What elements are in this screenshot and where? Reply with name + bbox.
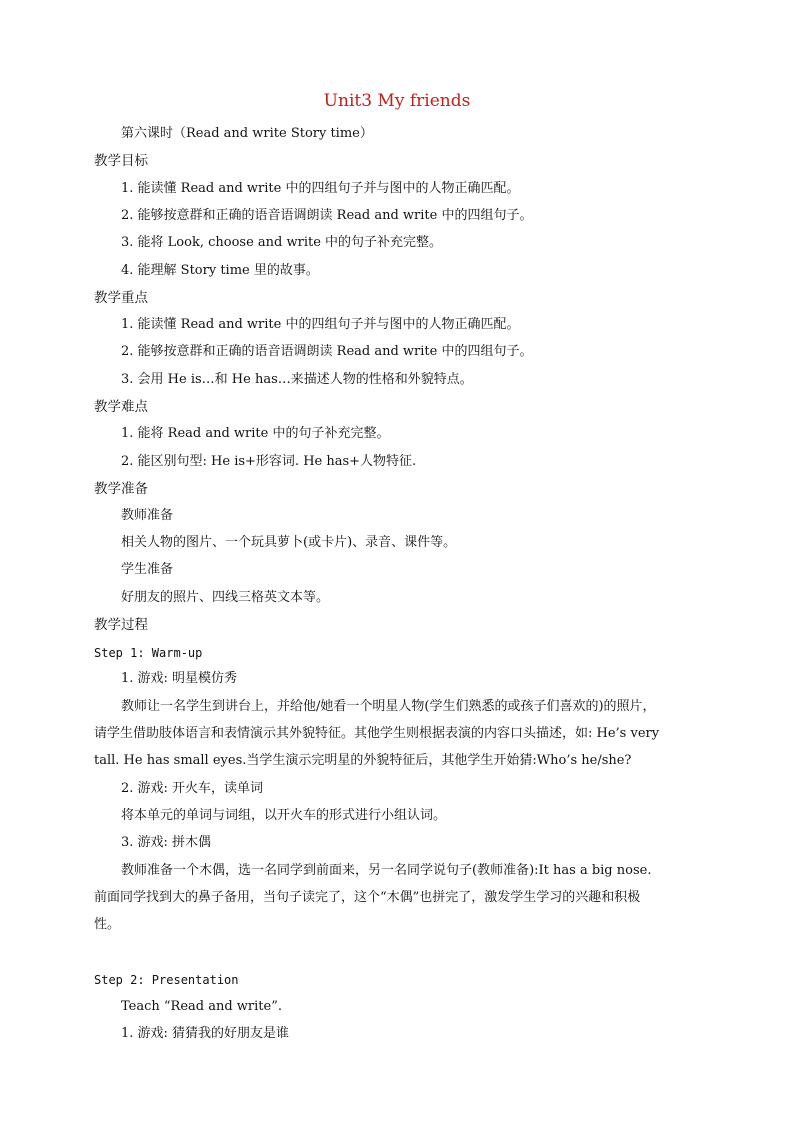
preparation-heading: 教学准备 [94, 481, 148, 497]
game1-paragraph-line: 教师让一名学生到讲台上，并给他/她看一个明星人物(学生们熟悉的或孩子们喜欢的)的照片， [121, 699, 656, 714]
keypoint-item: 1. 能读懂 Read and write 中的四组句子并与图中的人物正确匹配。 [121, 317, 520, 332]
objective-item: 4. 能理解 Story time 里的故事。 [121, 263, 319, 278]
student-prep-label: 学生准备 [121, 562, 174, 577]
objective-item: 1. 能读懂 Read and write 中的四组句子并与图中的人物正确匹配。 [121, 181, 520, 196]
game1-paragraph-line: tall. He has small eyes.当学生演示完明星的外貌特征后，其他学生开始猜:Who’s he/she? [94, 753, 632, 768]
game2-paragraph: 将本单元的单词与词组，以开火车的形式进行小组认词。 [121, 808, 447, 823]
objective-item: 3. 能将 Look, choose and write 中的句子补充完整。 [121, 235, 443, 250]
game3-paragraph-line: 性。 [94, 917, 121, 932]
teacher-prep-text: 相关人物的图片、一个玩具萝卜(或卡片)、录音、课件等。 [121, 535, 457, 550]
difficulty-item: 2. 能区别句型: He is+形容词. He has+人物特征. [121, 454, 417, 469]
game3-title: 3. 游戏: 拼木偶 [121, 835, 212, 850]
objectives-heading: 教学目标 [94, 153, 148, 169]
game1-paragraph-line: 请学生借助肢体语言和表情演示其外貌特征。其他学生则根据表演的内容口头描述，如: He’s very [94, 726, 660, 741]
teach-line: Teach “Read and write”. [121, 999, 282, 1014]
difficulty-item: 1. 能将 Read and write 中的句子补充完整。 [121, 426, 390, 441]
game3-paragraph-line: 前面同学找到大的鼻子备用，当句子读完了，这个“木偶”也拼完了，激发学生学习的兴趣和积极 [94, 890, 641, 905]
step1-heading: Step 1: Warm-up [94, 646, 203, 660]
keypoint-item: 3. 会用 He is…和 He has…来描述人物的性格和外貌特点。 [121, 372, 473, 387]
game4-title: 1. 游戏: 猜猜我的好朋友是谁 [121, 1026, 290, 1041]
step2-heading: Step 2: Presentation [94, 973, 239, 987]
lesson-subtitle: 第六课时（Read and write Story time） [121, 126, 373, 141]
difficulties-heading: 教学难点 [94, 399, 148, 415]
document-title: Unit3 My friends [323, 91, 471, 111]
keypoints-heading: 教学重点 [94, 290, 148, 306]
teacher-prep-label: 教师准备 [121, 508, 174, 523]
process-heading: 教学过程 [94, 617, 148, 633]
game3-paragraph-line: 教师准备一个木偶，选一名同学到前面来，另一名同学说句子(教师准备):It has a big nose. [121, 863, 652, 878]
student-prep-text: 好朋友的照片、四线三格英文本等。 [121, 590, 330, 605]
objective-item: 2. 能够按意群和正确的语音语调朗读 Read and write 中的四组句子。 [121, 208, 533, 223]
game2-title: 2. 游戏: 开火车，读单词 [121, 781, 264, 796]
keypoint-item: 2. 能够按意群和正确的语音语调朗读 Read and write 中的四组句子。 [121, 344, 533, 359]
game1-title: 1. 游戏: 明星模仿秀 [121, 671, 238, 686]
